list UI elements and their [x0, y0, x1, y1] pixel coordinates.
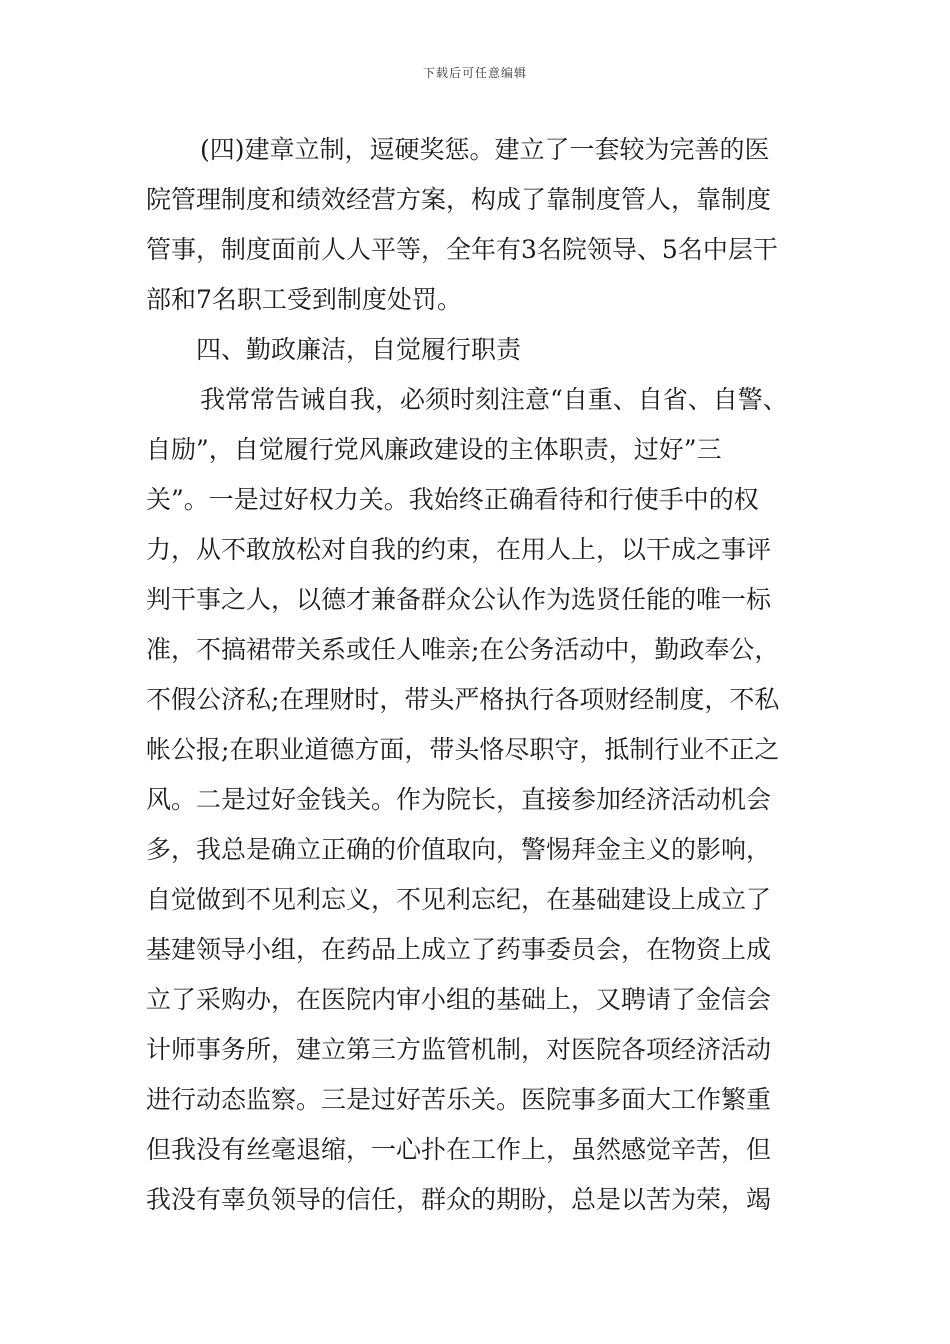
paragraph-line: 但我没有丝毫退缩，一心扑在工作上，虽然感觉辛苦，但 [146, 1135, 772, 1164]
paragraph-line: 力，从不敢放松对自我的约束，在用人上，以干成之事评 [146, 535, 772, 564]
paragraph-line: 自觉做到不见利忘义，不见利忘纪，在基础建设上成立了 [146, 885, 772, 914]
paragraph-line: 院管理制度和绩效经营方案，构成了靠制度管人，靠制度 [146, 185, 772, 214]
paragraph-line: 关”。一是过好权力关。我始终正确看待和行使手中的权 [146, 485, 759, 514]
paragraph-line: 我没有辜负领导的信任，群众的期盼，总是以苦为荣，竭 [146, 1185, 772, 1214]
paragraph-line: 不假公济私;在理财时，带头严格执行各项财经制度，不私 [146, 685, 780, 714]
paragraph-line: 计师事务所，建立第三方监管机制，对医院各项经济活动 [146, 1035, 772, 1064]
paragraph-line: 自励”，自觉履行党风廉政建设的主体职责，过好”三 [146, 435, 722, 464]
paragraph-line: 风。二是过好金钱关。作为院长，直接参加经济活动机会 [146, 785, 772, 814]
paragraph-line: 多，我总是确立正确的价值取向，警惕拜金主义的影响， [146, 835, 772, 864]
paragraph-line: 部和7名职工受到制度处罚。 [146, 285, 462, 314]
paragraph-line: (四)建章立制，逗硬奖惩。建立了一套较为完善的医 [200, 135, 770, 164]
paragraph-line: 准，不搞裙带关系或任人唯亲;在公务活动中，勤政奉公， [146, 635, 780, 664]
paragraph-line: 管事，制度面前人人平等，全年有3名院领导、5名中层干 [146, 235, 778, 264]
paragraph-line: 我常常告诫自我，必须时刻注意“自重、自省、自警、 [200, 385, 788, 414]
paragraph-line: 基建领导小组，在药品上成立了药事委员会，在物资上成 [146, 935, 772, 964]
paragraph-line: 帐公报;在职业道德方面，带头恪尽职守，抵制行业不正之 [146, 735, 780, 764]
paragraph-line: 立了采购办，在医院内审小组的基础上，又聘请了金信会 [146, 985, 772, 1014]
section-heading: 四、勤政廉洁，自觉履行职责 [196, 335, 522, 364]
page-header: 下载后可任意编辑 [422, 66, 527, 80]
paragraph-line: 判干事之人，以德才兼备群众公认作为选贤任能的唯一标 [146, 585, 772, 614]
paragraph-line: 进行动态监察。三是过好苦乐关。医院事多面大工作繁重 [146, 1085, 772, 1114]
